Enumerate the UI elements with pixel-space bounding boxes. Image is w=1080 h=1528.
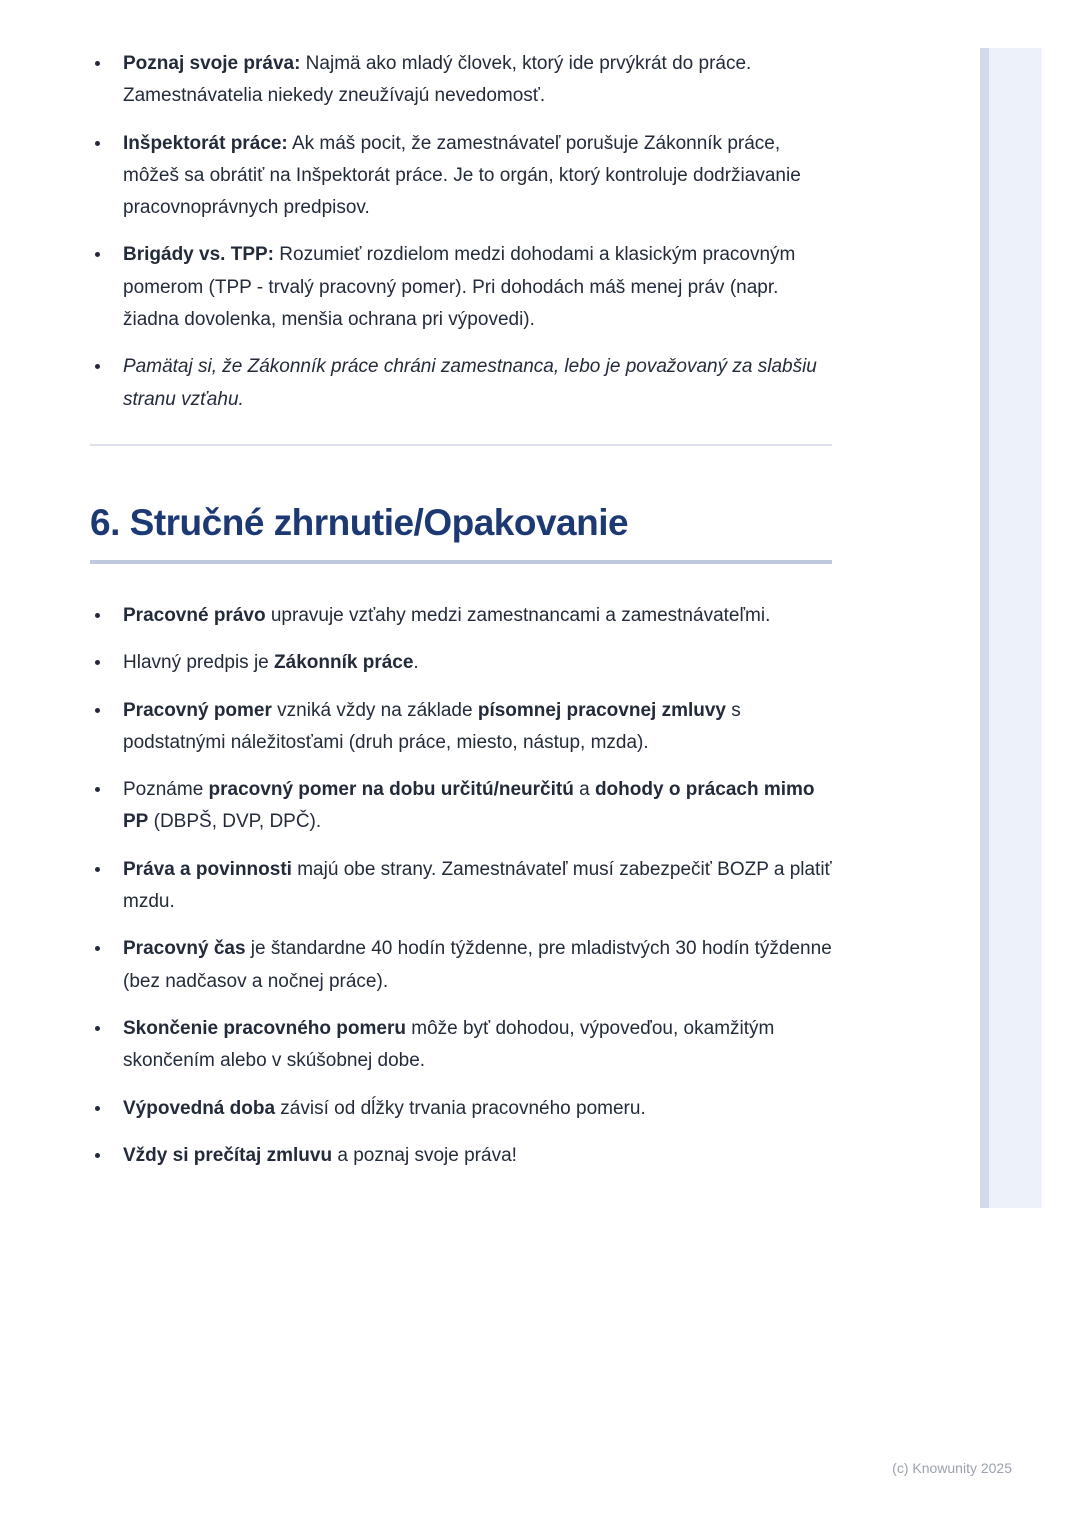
text-segment: s podstatnými náležitosťami (druh práce, miesto, nástup, mzda).	[123, 699, 741, 753]
text-segment: Poznaj svoje práva:	[123, 53, 301, 74]
text-segment: vzniká vždy na základe	[271, 699, 478, 721]
list-item	[112, 351, 832, 416]
text-segment: (DBPŠ, DVP, DPČ).	[148, 811, 322, 833]
text-segment: môže byť dohodou, výpoveďou, okamžitým skončením alebo v skúšobnej dobe.	[123, 1017, 775, 1072]
text-segment: dohody o prácach mimo PP	[123, 779, 815, 833]
heading-underline	[90, 560, 832, 564]
list-item	[112, 600, 832, 632]
list-item	[112, 933, 832, 998]
text-segment: Zákonník práce	[274, 652, 414, 674]
text-segment: Brigády vs. TPP:	[123, 244, 274, 266]
page-content	[90, 48, 832, 1187]
text-segment: Najmä ako mladý človek, ktorý ide prvýkrát do práce. Zamestnávatelia niekedy zneužívajú nevedomosť.	[123, 53, 752, 107]
list-item	[112, 48, 832, 113]
section-heading: 6. Stručné zhrnutie/Opakovanie	[90, 501, 629, 543]
footer-credit: (c) Knowunity 2025	[892, 1460, 1012, 1476]
text-segment: závisí od dĺžky trvania pracovného pomeru.	[275, 1097, 646, 1119]
text-segment: Inšpektorát práce:	[123, 132, 288, 154]
intro-list	[90, 48, 832, 416]
text-segment: Rozumieť rozdielom medzi dohodami a klasickým pracovným pomerom (TPP - trvalý pracovný pomer). Pri dohodách máš menej práv (napr. žiadna dovolenka, menšia ochrana pri výpovedi).	[123, 244, 796, 331]
text-segment: Práva a povinnosti	[123, 858, 292, 880]
text-segment: Poznáme	[123, 779, 209, 801]
text-segment: Skončenie pracovného pomeru	[123, 1017, 406, 1039]
divider	[90, 444, 832, 446]
list-item	[112, 854, 832, 919]
text-segment: a poznaj svoje práva!	[332, 1144, 517, 1166]
list-item	[112, 1140, 832, 1172]
text-segment: Výpovedná doba	[123, 1097, 276, 1119]
list-item	[112, 774, 832, 839]
scrollbar-track[interactable]	[980, 48, 1042, 1208]
list-item	[112, 128, 832, 225]
text-segment: upravuje vzťahy medzi zamestnancami a zamestnávateľmi.	[265, 604, 771, 626]
text-segment: a	[573, 779, 595, 801]
list-item	[112, 695, 832, 760]
list-item	[112, 1093, 832, 1125]
text-segment: Vždy si prečítaj zmluvu	[123, 1144, 333, 1166]
text-segment: pracovný pomer na dobu určitú/neurčitú	[208, 779, 574, 801]
text-segment: Pamätaj si, že Zákonník práce chráni zamestnanca, lebo je považovaný za slabšiu stranu vzťahu.	[123, 356, 817, 410]
text-segment: Pracovný čas	[123, 938, 246, 960]
text-segment: Pracovný pomer	[123, 699, 272, 721]
text-segment: majú obe strany. Zamestnávateľ musí zabezpečiť BOZP a platiť mzdu.	[123, 858, 832, 913]
text-segment: Ak máš pocit, že zamestnávateľ porušuje Zákonník práce, môžeš sa obrátiť na Inšpektorát práce. Je to orgán, ktorý kontroluje dodržiavanie pracovnoprávnych predpisov.	[123, 132, 801, 219]
list-item	[112, 239, 832, 336]
text-segment: Hlavný predpis je	[123, 652, 275, 674]
text-segment: .	[413, 652, 419, 674]
summary-list	[90, 600, 832, 1172]
text-segment: Pracovné právo	[123, 604, 266, 626]
text-segment: písomnej pracovnej zmluvy	[477, 699, 726, 721]
text-segment: je štandardne 40 hodín týždenne, pre mladistvých 30 hodín týždenne (bez nadčasov a nočnej práce).	[123, 938, 832, 992]
list-item	[112, 647, 832, 679]
list-item	[112, 1013, 832, 1078]
